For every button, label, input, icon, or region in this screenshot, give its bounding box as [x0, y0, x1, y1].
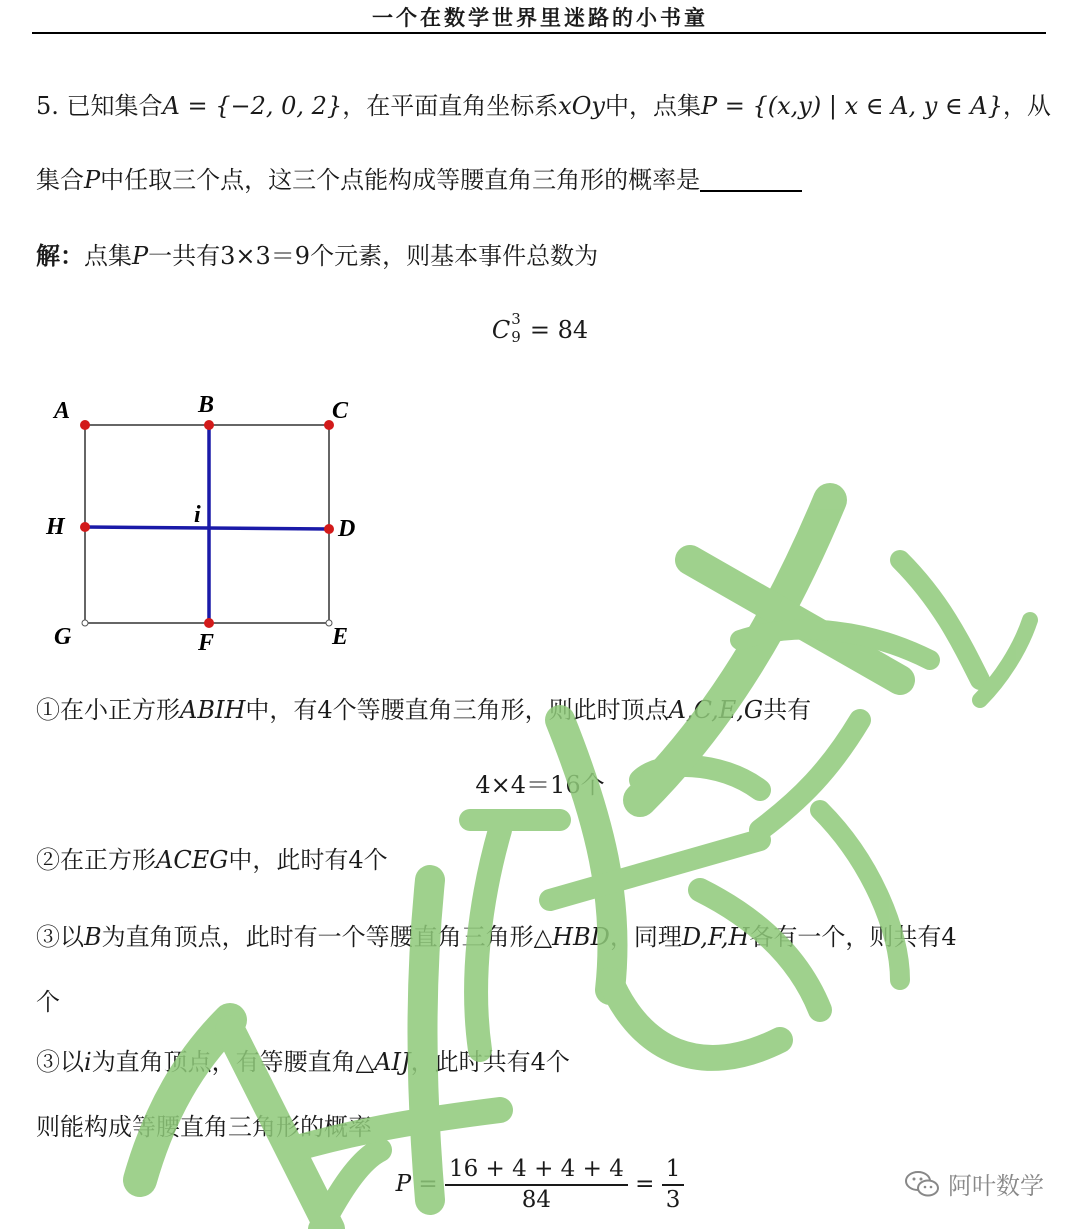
equals-sign: =	[635, 1171, 655, 1197]
point-d-label: D	[338, 516, 356, 542]
problem-text: ，从	[1002, 92, 1051, 120]
horizontal-segment-hd	[85, 527, 329, 529]
point-h-label: H	[46, 514, 65, 540]
step-text: 各有一个，则共有4	[749, 923, 957, 951]
solution-label: 解：	[36, 241, 84, 270]
point-a-label: A	[54, 398, 71, 424]
problem-text: 5. 已知集合	[36, 92, 163, 120]
point-i-ref: i	[84, 1048, 92, 1076]
point-d-dot	[324, 524, 334, 534]
point-b-label: B	[198, 392, 215, 418]
result-numerator: 1	[662, 1158, 685, 1186]
wechat-icon	[904, 1169, 940, 1199]
point-f-label: F	[198, 630, 215, 656]
square-aceg: ACEG	[156, 846, 229, 874]
step-text: 为直角顶点，有等腰直角△	[91, 1048, 375, 1076]
point-g-dot	[82, 620, 88, 626]
vertices-aceg: A,C,E,G	[668, 696, 764, 724]
equals-sign: =	[418, 1171, 438, 1197]
problem-text: 中任取三个点，这三个点能构成等腰直角三角形的概率是	[100, 166, 701, 194]
problem-text: ，在平面直角坐标系	[342, 92, 559, 120]
points-dfh: D,F,H	[681, 923, 750, 951]
point-i-label: i	[194, 502, 201, 528]
step-text: ，此时共有4个	[410, 1048, 570, 1076]
problem-line-2	[36, 168, 802, 192]
step-3	[36, 925, 957, 949]
point-c-label: C	[332, 398, 349, 424]
formula-p: P	[395, 1171, 412, 1197]
step-3-cont: 个	[36, 988, 60, 1016]
page-header: 一个在数学世界里迷路的小书童	[372, 5, 708, 30]
square-abih: ABIH	[180, 696, 246, 724]
triangle-hbd: HBD	[552, 923, 610, 951]
fraction-denominator: 84	[521, 1187, 552, 1213]
step-1	[36, 698, 811, 722]
coord-system: xOy	[558, 92, 605, 120]
point-h-dot	[80, 522, 90, 532]
answer-blank	[700, 168, 802, 192]
step-text: 中，此时有4个	[228, 846, 388, 874]
point-a-dot	[80, 420, 90, 430]
point-b-ref: B	[84, 923, 102, 951]
step-text: 共有	[763, 696, 812, 724]
fraction-sum	[445, 1158, 628, 1212]
step-text: 中，有4个等腰直角三角形，则此时顶点	[245, 696, 669, 724]
problem-line-1	[36, 94, 1051, 118]
point-g-label: G	[54, 624, 72, 650]
step-4	[36, 1050, 570, 1074]
solution-intro	[36, 241, 599, 270]
step-1-result: 4×4＝16个	[475, 771, 605, 799]
step-text: ③以	[36, 1048, 84, 1076]
solution-text: 一共有3×3＝9个元素，则基本事件总数为	[148, 242, 599, 270]
formula-result: = 84	[529, 316, 589, 344]
result-denominator: 3	[665, 1187, 681, 1213]
step-2	[36, 848, 388, 872]
step-text: ，同理	[609, 923, 682, 951]
solution-text: 点集	[84, 242, 132, 270]
formula-c: C	[491, 316, 511, 344]
outer-square	[85, 425, 329, 623]
point-b-dot	[204, 420, 214, 430]
formula-subscript: 9	[511, 328, 521, 346]
set-a: A = {−2, 0, 2}	[162, 92, 343, 120]
set-p-ref: P	[132, 242, 149, 270]
problem-text: 中，点集	[604, 92, 701, 120]
point-f-dot	[204, 618, 214, 628]
step-text: 为直角顶点，此时有一个等腰直角三角形△	[101, 923, 553, 951]
account-name: 阿叶数学	[948, 1172, 1044, 1200]
account-signature	[904, 1166, 1044, 1201]
conclusion: 则能构成等腰直角三角形的概率	[36, 1113, 372, 1141]
problem-text: 集合	[36, 166, 84, 194]
step-text: ③以	[36, 923, 84, 951]
formula-superscript: 3	[511, 310, 521, 328]
point-e-label: E	[332, 624, 349, 650]
set-p: P = {(x,y) | x ∈ A, y ∈ A}	[700, 92, 1003, 120]
step-text: ②在正方形	[36, 846, 156, 874]
triangle-aij: AIJ	[374, 1048, 411, 1076]
step-text: ①在小正方形	[36, 696, 180, 724]
combination-formula	[0, 310, 1080, 346]
header-rule	[32, 32, 1046, 34]
set-p-ref: P	[84, 166, 101, 194]
fraction-numerator: 16 + 4 + 4 + 4	[445, 1158, 628, 1186]
square-diagram	[40, 390, 380, 660]
fraction-result	[662, 1158, 685, 1212]
